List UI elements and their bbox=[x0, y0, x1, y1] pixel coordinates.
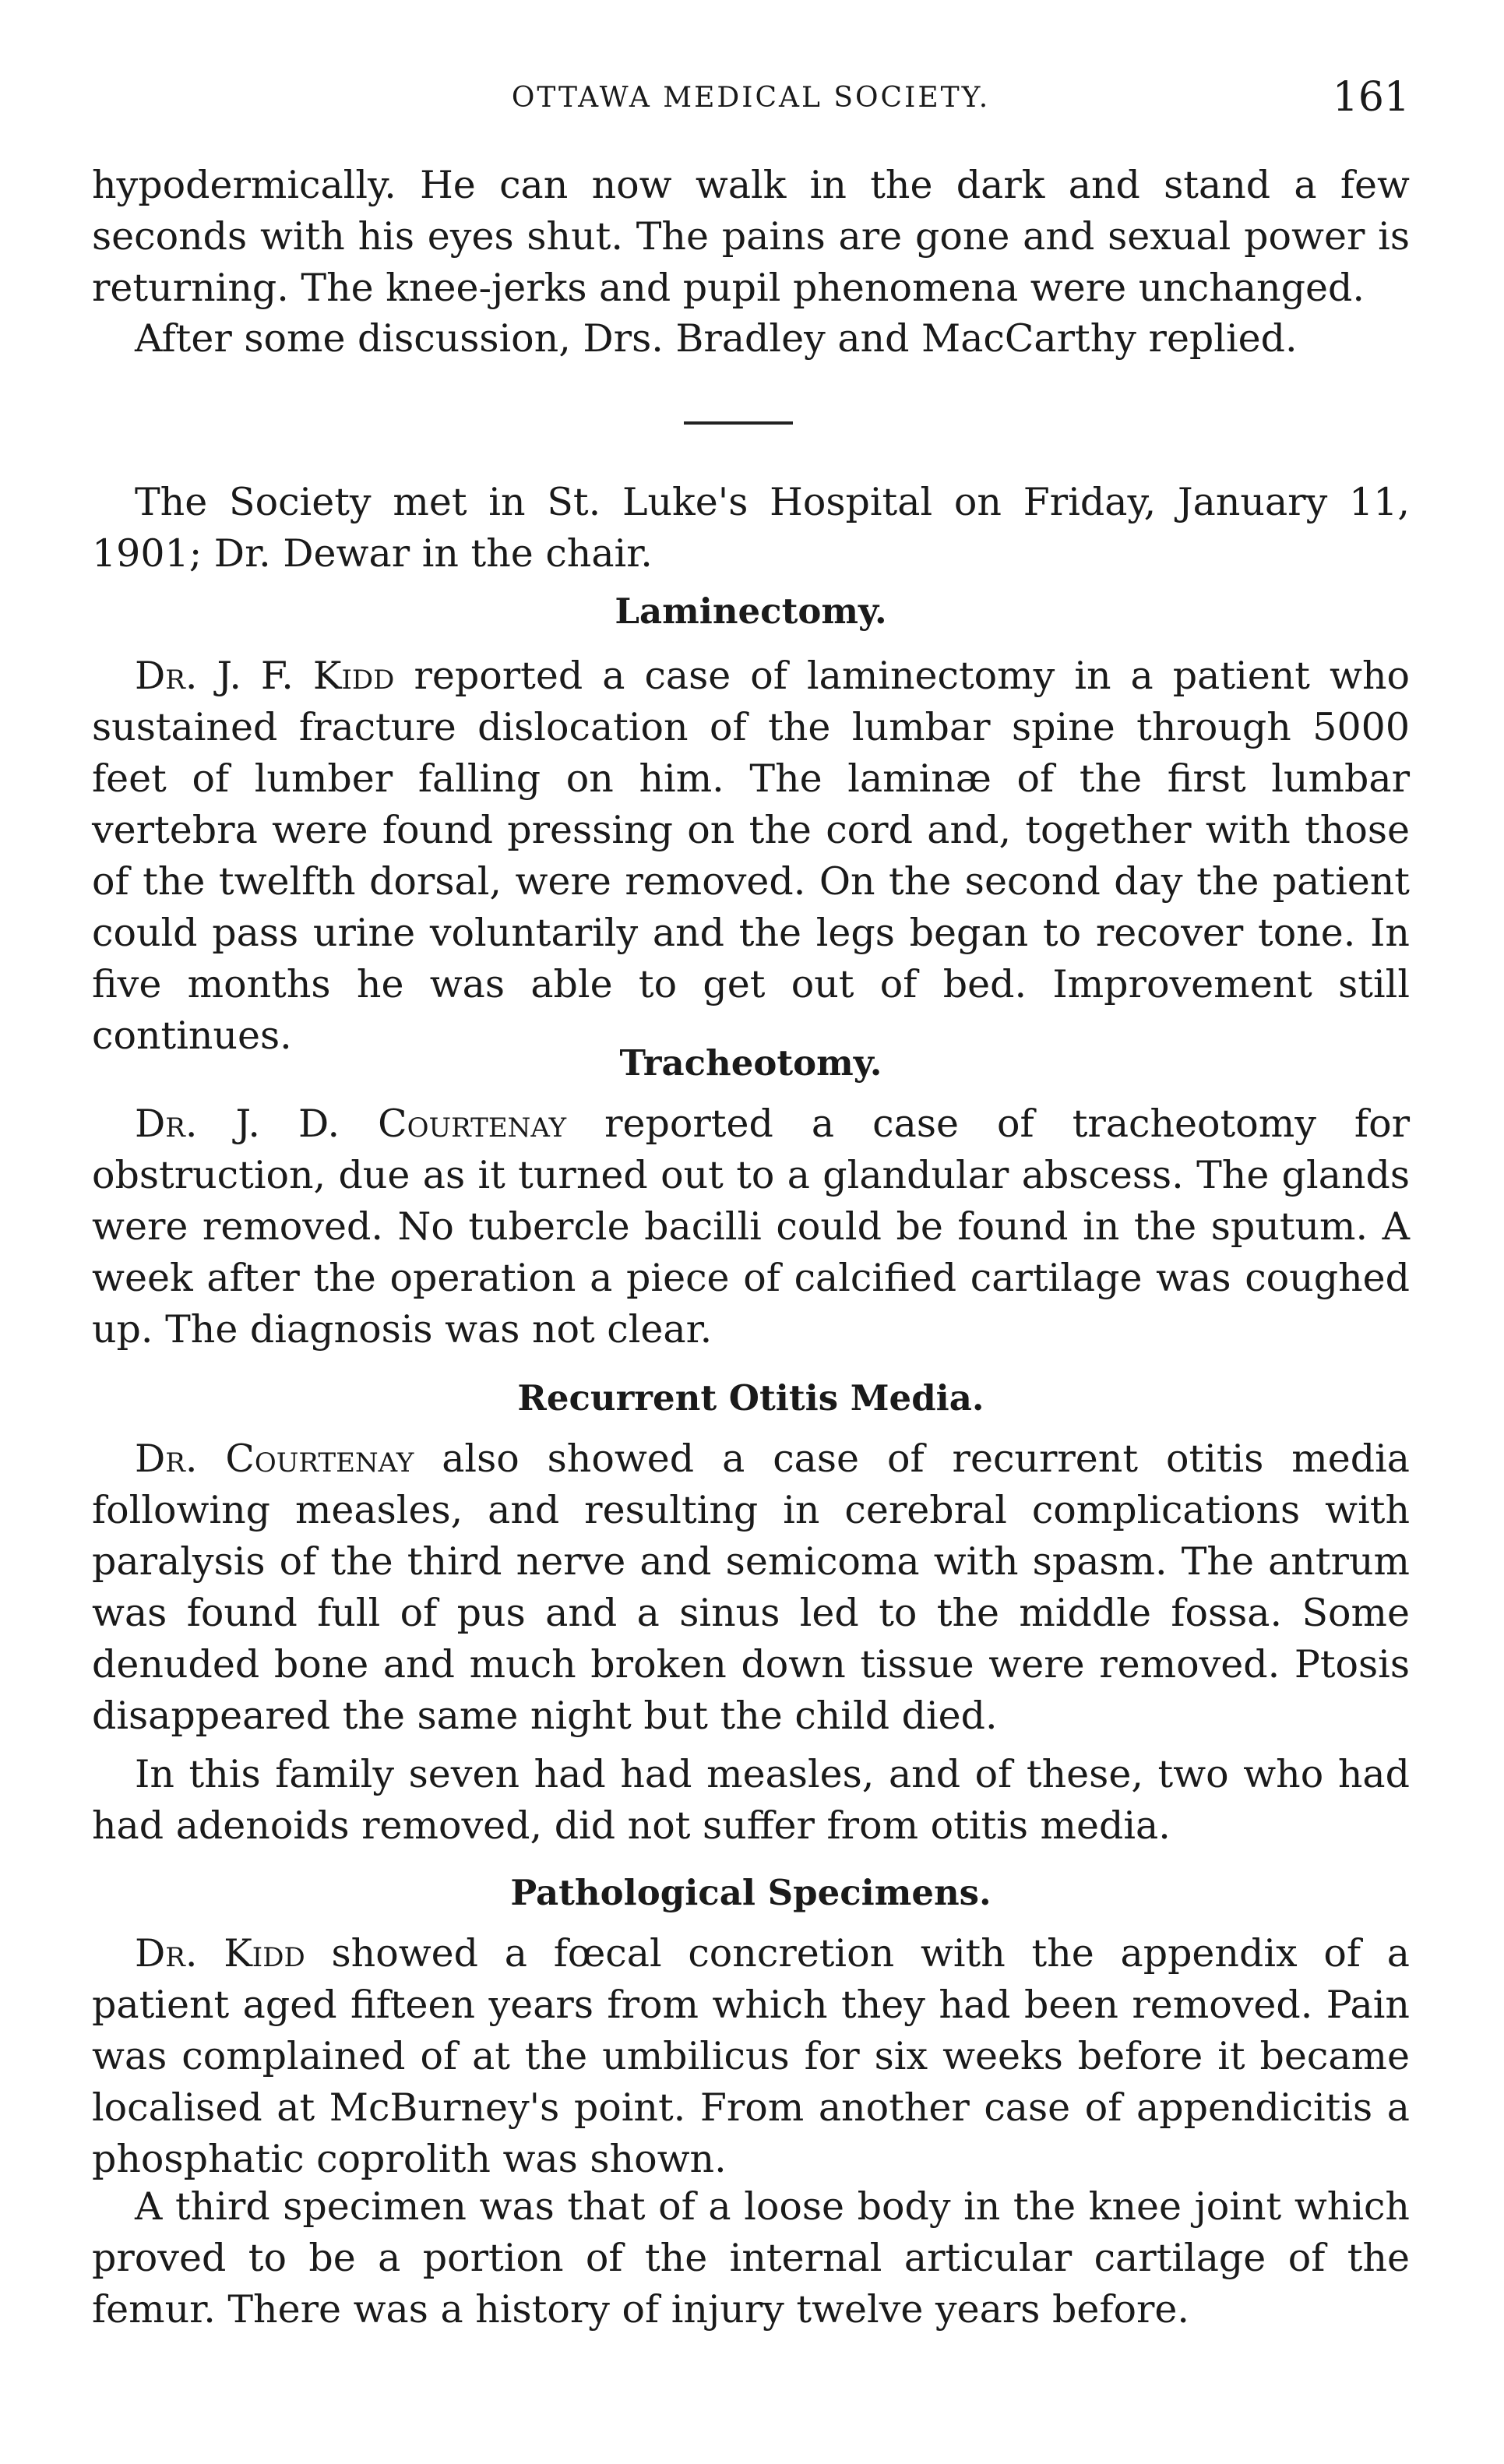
paragraph-family: In this family seven had had measles, and of these, two who had had adenoids removed, did not suffer from otitis media. bbox=[92, 1752, 1410, 1848]
speaker-name: Dr. J. D. Courtenay bbox=[135, 1102, 567, 1146]
paragraph-body: reported a case of laminectomy in a patient who sustained fracture dislocation of the lumbar spine through 5000 feet of lumber falling on him. The laminæ of the first lumbar vertebra were found pressing on the cord and, together with those of the twelfth dorsal, were removed. On the second day the patient could pass urine voluntarily and the legs began to recover tone. In five months he was able to get out of bed. Improvement still continues. bbox=[92, 654, 1410, 1058]
heading-pathological-specimens: Pathological Specimens. bbox=[510, 1872, 992, 1913]
paragraph-laminectomy bbox=[92, 650, 1410, 1062]
speaker-name: Dr. Kidd bbox=[135, 1931, 305, 1976]
paragraph-body: reported a case of tracheotomy for obstruction, due as it turned out to a glandular abscess. The glands were removed. No tubercle bacilli could be found in the sputum. A week after the operation a piece of calcified cartilage was coughed up. The diagnosis was not clear. bbox=[92, 1102, 1410, 1352]
heading-recurrent-otitis-media: Recurrent Otitis Media. bbox=[517, 1377, 984, 1419]
running-title: OTTAWA MEDICAL SOCIETY. bbox=[511, 82, 991, 114]
paragraph-body: showed a fœcal concretion with the appendix of a patient aged fifteen years from which they had been removed. Pain was complained of at the umbilicus for six weeks before it became localised at McBurney's point. From another case of appendicitis a phosphatic coprolith was shown. bbox=[92, 1931, 1410, 2181]
paragraph-otitis bbox=[92, 1433, 1410, 1742]
speaker-name: Dr. Courtenay bbox=[135, 1436, 414, 1481]
page-number: 161 bbox=[1332, 74, 1410, 121]
running-head bbox=[92, 74, 1410, 129]
paragraph-tracheotomy bbox=[92, 1098, 1410, 1355]
speaker-name: Dr. J. F. Kidd bbox=[135, 654, 395, 698]
heading-tracheotomy: Tracheotomy. bbox=[619, 1042, 882, 1084]
section-divider bbox=[684, 421, 793, 425]
heading-laminectomy: Laminectomy. bbox=[615, 590, 887, 632]
paragraph-meeting: The Society met in St. Luke's Hospital on Friday, January 11, 1901; Dr. Dewar in the chair. bbox=[92, 480, 1410, 576]
paragraph-third-specimen: A third specimen was that of a loose body in the knee joint which proved to be a portion of the internal articular cartilage of the femur. There was a history of injury twelve years before. bbox=[92, 2184, 1410, 2332]
paragraph-specimens bbox=[92, 1928, 1410, 2185]
paragraph-continuation: hypodermically. He can now walk in the dark and stand a few seconds with his eyes shut. The pains are gone and sexual power is returning. The knee-jerks and pupil phenomena were unchanged. bbox=[92, 163, 1410, 310]
paragraph-discussion: After some discussion, Drs. Bradley and MacCarthy replied. bbox=[135, 316, 1298, 361]
paragraph-body: also showed a case of recurrent otitis media following measles, and resulting in cerebral complications with paralysis of the third nerve and semicoma with spasm. The antrum was found full of pus and a sinus led to the middle fossa. Some denuded bone and much broken down tissue were removed. Ptosis disappeared the same night but the child died. bbox=[92, 1436, 1410, 1738]
